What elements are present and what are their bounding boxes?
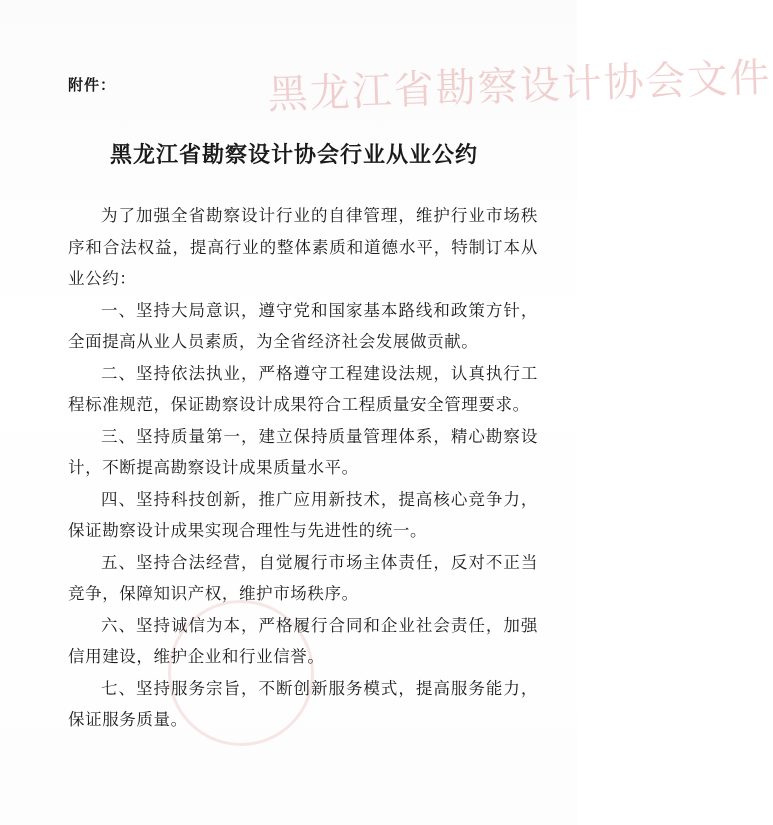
article-2: 二、坚持依法执业，严格遵守工程建设法规，认真执行工程标准规范，保证勘察设计成果符合工程质量安全管理要求。 (68, 363, 538, 414)
article-4: 四、坚持科技创新，推广应用新技术，提高核心竞争力，保证勘察设计成果实现合理性与先进性的统一。 (68, 489, 538, 540)
document-body (68, 200, 538, 736)
intro-paragraph: 为了加强全省勘察设计行业的自律管理，维护行业市场秩序和合法权益，提高行业的整体素质和道德水平，特制订本从业公约： (68, 206, 538, 288)
article-3: 三、坚持质量第一，建立保持质量管理体系，精心勘察设计，不断提高勘察设计成果质量水平。 (68, 426, 538, 477)
document-title: 黑龙江省勘察设计协会行业从业公约 (110, 143, 479, 168)
header-watermark: 黑龙江省勘察设计协会文件 (267, 54, 773, 119)
article-5: 五、坚持合法经营，自觉履行市场主体责任，反对不正当竞争，保障知识产权，维护市场秩序。 (68, 552, 538, 603)
article-1: 一、坚持大局意识，遵守党和国家基本路线和政策方针，全面提高从业人员素质，为全省经济社会发展做贡献。 (68, 300, 538, 351)
article-6: 六、坚持诚信为本，严格履行合同和企业社会责任，加强信用建设，维护企业和行业信誉。 (68, 615, 538, 666)
annex-label: 附件： (68, 76, 117, 94)
article-7: 七、坚持服务宗旨，不断创新服务模式，提高服务能力，保证服务质量。 (68, 678, 538, 729)
